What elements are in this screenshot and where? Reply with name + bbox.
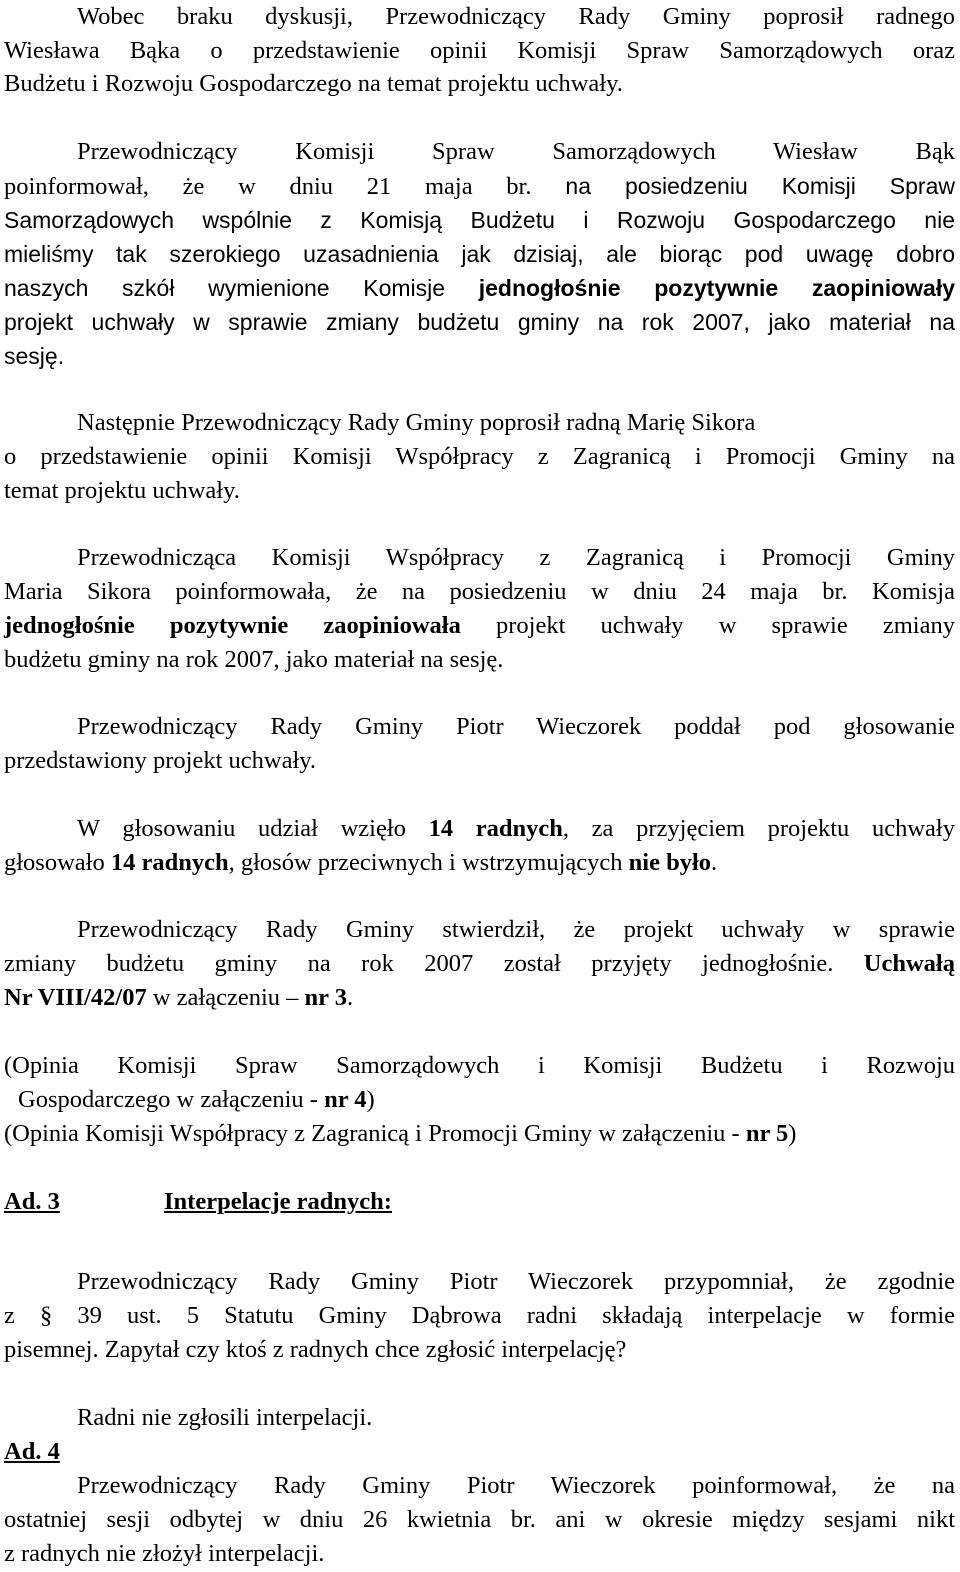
paragraph-1-line-3: Budżetu i Rozwoju Gospodarczego na temat projektu uchwały. xyxy=(4,70,623,97)
paragraph-2-line-7: sesję. xyxy=(4,343,65,369)
paragraph-7-line-1: Przewodniczący Rady Gminy stwierdził, że projekt uchwały w sprawie xyxy=(77,916,955,943)
paragraph-2-line-1: Przewodniczący Komisji Spraw Samorządowych Wiesław Bąk xyxy=(77,138,955,165)
paragraph-4-line-1: Przewodnicząca Komisji Współpracy z Zagranicą i Promocji Gminy xyxy=(77,544,955,571)
paragraph-9-line-1: Przewodniczący Rady Gminy Piotr Wieczorek przypomniał, że zgodnie xyxy=(77,1268,955,1295)
paragraph-2-line-5: naszych szkół wymienione Komisje jednogłośnie pozytywnie zaopiniowały xyxy=(4,275,955,301)
paragraph-10-line-1: Radni nie zgłosili interpelacji. xyxy=(77,1404,373,1431)
paragraph-8-line-3: (Opinia Komisji Współpracy z Zagranicą i Promocji Gminy w załączeniu - nr 5) xyxy=(4,1120,797,1147)
section-ad-3-label: Ad. 3 xyxy=(4,1188,60,1215)
paragraph-2-line-6: projekt uchwały w sprawie zmiany budżetu gminy na rok 2007, jako materiał na xyxy=(4,309,955,335)
paragraph-4-line-3: jednogłośnie pozytywnie zaopiniowała projekt uchwały w sprawie zmiany xyxy=(4,612,955,639)
paragraph-11-line-2: ostatniej sesji odbytej w dniu 26 kwietnia br. ani w okresie między sesjami nikt xyxy=(4,1506,955,1533)
paragraph-2-line-3: Samorządowych wspólnie z Komisją Budżetu i Rozwoju Gospodarczego nie xyxy=(4,207,955,233)
paragraph-3-line-2: o przedstawienie opinii Komisji Współpracy z Zagranicą i Promocji Gminy na xyxy=(4,443,955,470)
paragraph-7-line-2: zmiany budżetu gminy na rok 2007 został przyjęty jednogłośnie. Uchwałą xyxy=(4,950,955,977)
paragraph-8-line-1: (Opinia Komisji Spraw Samorządowych i Komisji Budżetu i Rozwoju xyxy=(4,1052,955,1079)
paragraph-7-line-3: Nr VIII/42/07 w załączeniu – nr 3. xyxy=(4,984,354,1011)
paragraph-2-line-4: mieliśmy tak szerokiego uzasadnienia jak dzisiaj, ale biorąc pod uwagę dobro xyxy=(4,241,955,267)
paragraph-4-line-4: budżetu gminy na rok 2007, jako materiał na sesję. xyxy=(4,646,504,673)
paragraph-4-line-2: Maria Sikora poinformowała, że na posiedzeniu w dniu 24 maja br. Komisja xyxy=(4,578,955,605)
section-ad-4-label: Ad. 4 xyxy=(4,1438,60,1465)
paragraph-3-line-1: Następnie Przewodniczący Rady Gminy poprosił radną Marię Sikora xyxy=(77,409,756,436)
paragraph-8-line-2: Gospodarczego w załączeniu - nr 4) xyxy=(18,1086,375,1113)
paragraph-5-line-2: przedstawiony projekt uchwały. xyxy=(4,747,317,774)
section-ad-3-heading xyxy=(4,1185,955,1219)
section-ad-3-title: Interpelacje radnych: xyxy=(164,1188,392,1215)
paragraph-5-line-1: Przewodniczący Rady Gminy Piotr Wieczorek poddał pod głosowanie xyxy=(77,713,955,740)
paragraph-3-line-3: temat projektu uchwały. xyxy=(4,477,240,504)
section-ad-4-heading xyxy=(4,1435,955,1469)
paragraph-6-line-1: W głosowaniu udział wzięło 14 radnych, za przyjęciem projektu uchwały xyxy=(77,815,955,842)
paragraph-9-line-2: z § 39 ust. 5 Statutu Gminy Dąbrowa radni składają interpelacje w formie xyxy=(4,1302,955,1329)
paragraph-1-line-2: Wiesława Bąka o przedstawienie opinii Komisji Spraw Samorządowych oraz xyxy=(4,37,955,64)
paragraph-6-line-2: głosowało 14 radnych, głosów przeciwnych i wstrzymujących nie było. xyxy=(4,849,718,876)
paragraph-9-line-3: pisemnej. Zapytał czy ktoś z radnych chce zgłosić interpelację? xyxy=(4,1336,627,1363)
paragraph-11-line-1: Przewodniczący Rady Gminy Piotr Wieczorek poinformował, że na xyxy=(77,1472,955,1499)
paragraph-1-line-1: Wobec braku dyskusji, Przewodniczący Rady Gminy poprosił radnego xyxy=(77,3,955,30)
paragraph-11-line-3: z radnych nie złożył interpelacji. xyxy=(4,1540,325,1567)
paragraph-2-line-2: poinformował, że w dniu 21 maja br. na posiedzeniu Komisji Spraw xyxy=(4,173,955,200)
